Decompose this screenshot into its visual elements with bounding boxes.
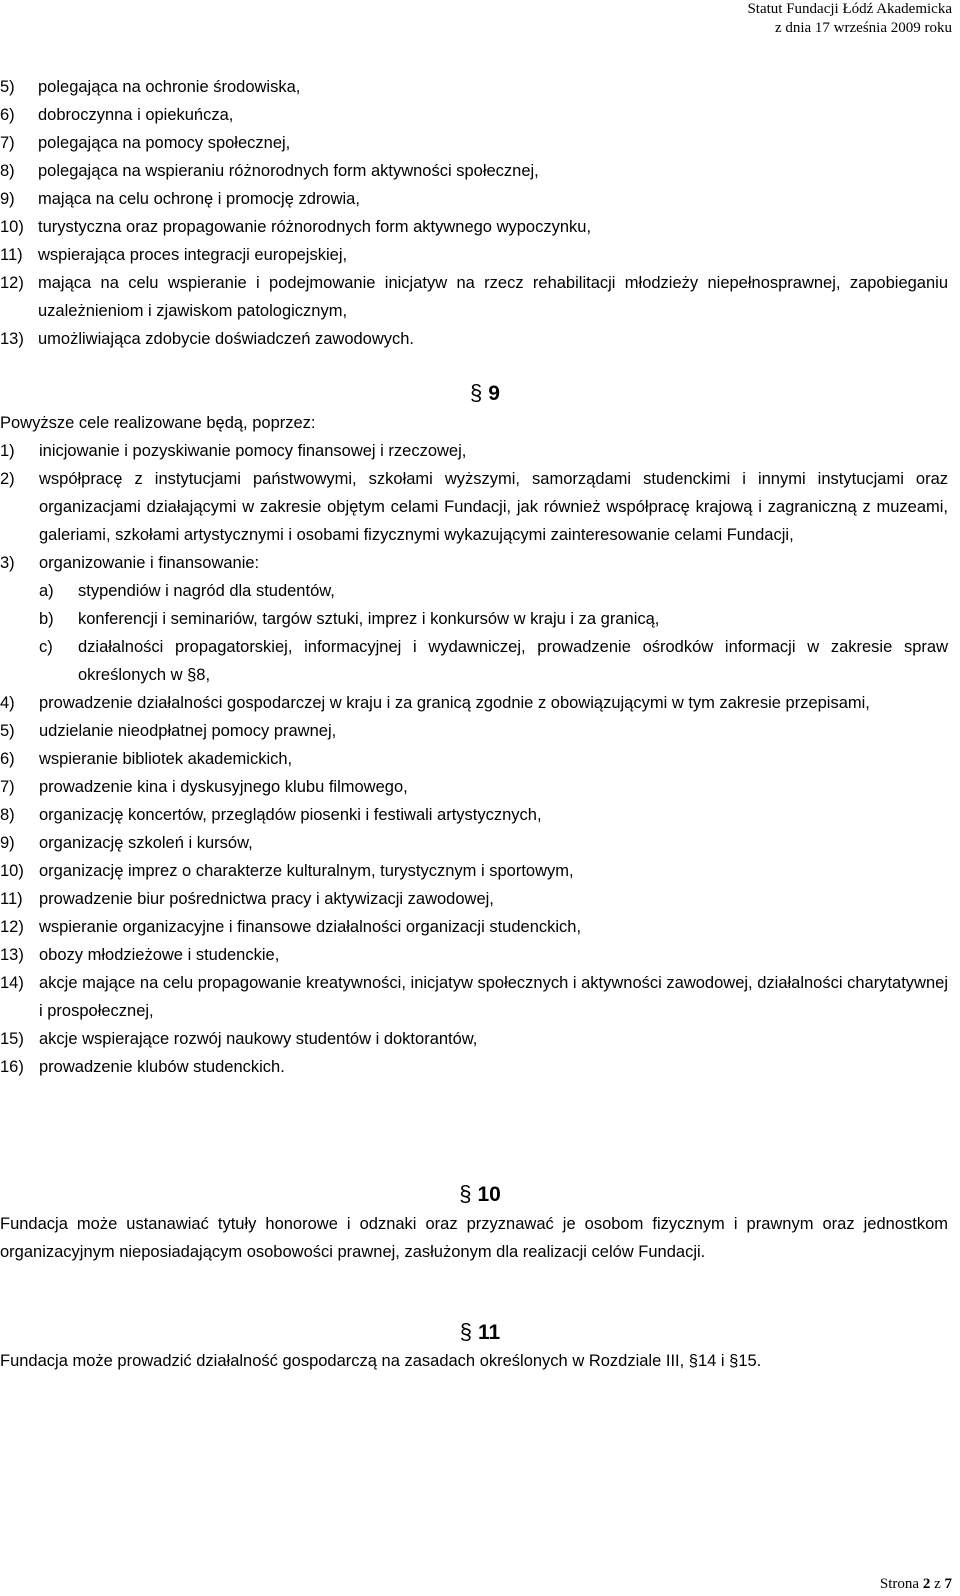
paragraph-symbol: § — [459, 1181, 472, 1206]
header-date: z dnia 17 września 2009 roku — [774, 20, 952, 36]
list-item: 15) akcje wspierające rozwój naukowy studentów i doktorantów, — [0, 1030, 478, 1048]
footer-sep: z — [934, 1576, 941, 1592]
footer-prefix: Strona — [879, 1576, 920, 1592]
list-item: 7) prowadzenie kina i dyskusyjnego klubu filmowego, — [0, 778, 408, 796]
list-item: 6) dobroczynna i opiekuńcza, — [0, 106, 234, 124]
section-10-body — [0, 1210, 948, 1266]
section-9-body — [0, 409, 948, 1081]
paragraph-symbol: § — [459, 1319, 473, 1344]
list-item: 5) udzielanie nieodpłatnej pomocy prawnej, — [0, 722, 337, 740]
list-item: 1) inicjowanie i pozyskiwanie pomocy finansowej i rzeczowej, — [0, 442, 467, 460]
list-item: 3) organizowanie i finansowanie: — [0, 554, 260, 572]
sub-list-item: a) stypendiów i nagród dla studentów, — [39, 582, 335, 600]
list-item: 14) akcje mające na celu propagowanie kreatywności, inicjatyw społecznych i aktywności zawodowej, działalności charytatywnej i prospołecznej, — [0, 974, 948, 1020]
section-9-heading — [430, 380, 540, 407]
list-item: 13) obozy młodzieżowe i studenckie, — [0, 946, 280, 964]
list-item: 9) organizację szkoleń i kursów, — [0, 834, 253, 852]
document-header — [747, 0, 952, 38]
section-11-heading — [420, 1319, 540, 1346]
list-item: 16) prowadzenie klubów studenckich. — [0, 1058, 285, 1076]
page-footer — [880, 1576, 952, 1593]
list-item: 10) turystyczna oraz propagowanie różnorodnych form aktywnego wypoczynku, — [0, 218, 592, 236]
section-number: 9 — [488, 382, 500, 405]
section-11-body — [0, 1347, 948, 1375]
sub-list-item: b) konferencji i seminariów, targów sztuki, imprez i konkursów w kraju i za granicą, — [39, 610, 660, 628]
list-item: 2) współpracę z instytucjami państwowymi, szkołami wyższymi, samorządami studenckimi i innymi instytucjami oraz organizacjami działającymi w zakresie objętym celami Fundacji, jak również współpracę krajową i zagraniczną z muzeami, galeriami, szkołami artystycznymi i osobami fizycznymi wykazującymi zainteresowanie celami Fundacji, — [0, 470, 948, 544]
list-item: 6) wspieranie bibliotek akademickich, — [0, 750, 293, 768]
section-10-heading — [420, 1181, 540, 1208]
list-item: 10) organizację imprez o charakterze kulturalnym, turystycznym i sportowym, — [0, 862, 574, 880]
list-item: 12) wspieranie organizacyjne i finansowe działalności organizacji studenckich, — [0, 918, 582, 936]
section-number: 10 — [477, 1183, 501, 1206]
section-10-text: Fundacja może ustanawiać tytuły honorowe i odznaki oraz przyznawać je osobom fizycznym i prawnym oraz jednostkom organizacyjnym nieposiadającym osobowości prawnej, zasłużonym dla realizacji celów Fundacji. — [0, 1215, 948, 1261]
list-item: 11) prowadzenie biur pośrednictwa pracy i aktywizacji zawodowej, — [0, 890, 494, 908]
list-item: 9) mająca na celu ochronę i promocję zdrowia, — [0, 190, 360, 208]
page-number: 2 — [922, 1576, 931, 1592]
paragraph-symbol: § — [470, 380, 483, 405]
list-item: 11) wspierająca proces integracji europejskiej, — [0, 246, 348, 264]
section-number: 11 — [478, 1321, 501, 1344]
objectives-list-continued — [0, 73, 948, 353]
section-11-text: Fundacja może prowadzić działalność gospodarczą na zasadach określonych w Rozdziale III, §14 i §15. — [0, 1352, 762, 1370]
list-item: 7) polegająca na pomocy społecznej, — [0, 134, 291, 152]
list-item: 13) umożliwiająca zdobycie doświadczeń zawodowych. — [0, 330, 415, 348]
header-title: Statut Fundacji Łódź Akademicka — [747, 1, 952, 17]
page-total: 7 — [944, 1576, 952, 1592]
list-item: 8) polegająca na wspieraniu różnorodnych form aktywności społecznej, — [0, 162, 539, 180]
list-item: 12) mająca na celu wspieranie i podejmowanie inicjatyw na rzecz rehabilitacji młodzieży niepełnosprawnej, zapobieganiu uzależnieniom i zjawiskom patologicznym, — [0, 274, 948, 320]
list-item: 8) organizację koncertów, przeglądów piosenki i festiwali artystycznych, — [0, 806, 542, 824]
sub-list-item: c) działalności propagatorskiej, informacyjnej i wydawniczej, prowadzenie ośrodków informacji w zakresie spraw określonych w §8, — [39, 638, 948, 684]
list-item: 4) prowadzenie działalności gospodarczej w kraju i za granicą zgodnie z obowiązującymi w tym zakresie przepisami, — [0, 694, 870, 712]
list-item: 5) polegająca na ochronie środowiska, — [0, 78, 301, 96]
section-9-intro: Powyższe cele realizowane będą, poprzez: — [0, 414, 316, 432]
